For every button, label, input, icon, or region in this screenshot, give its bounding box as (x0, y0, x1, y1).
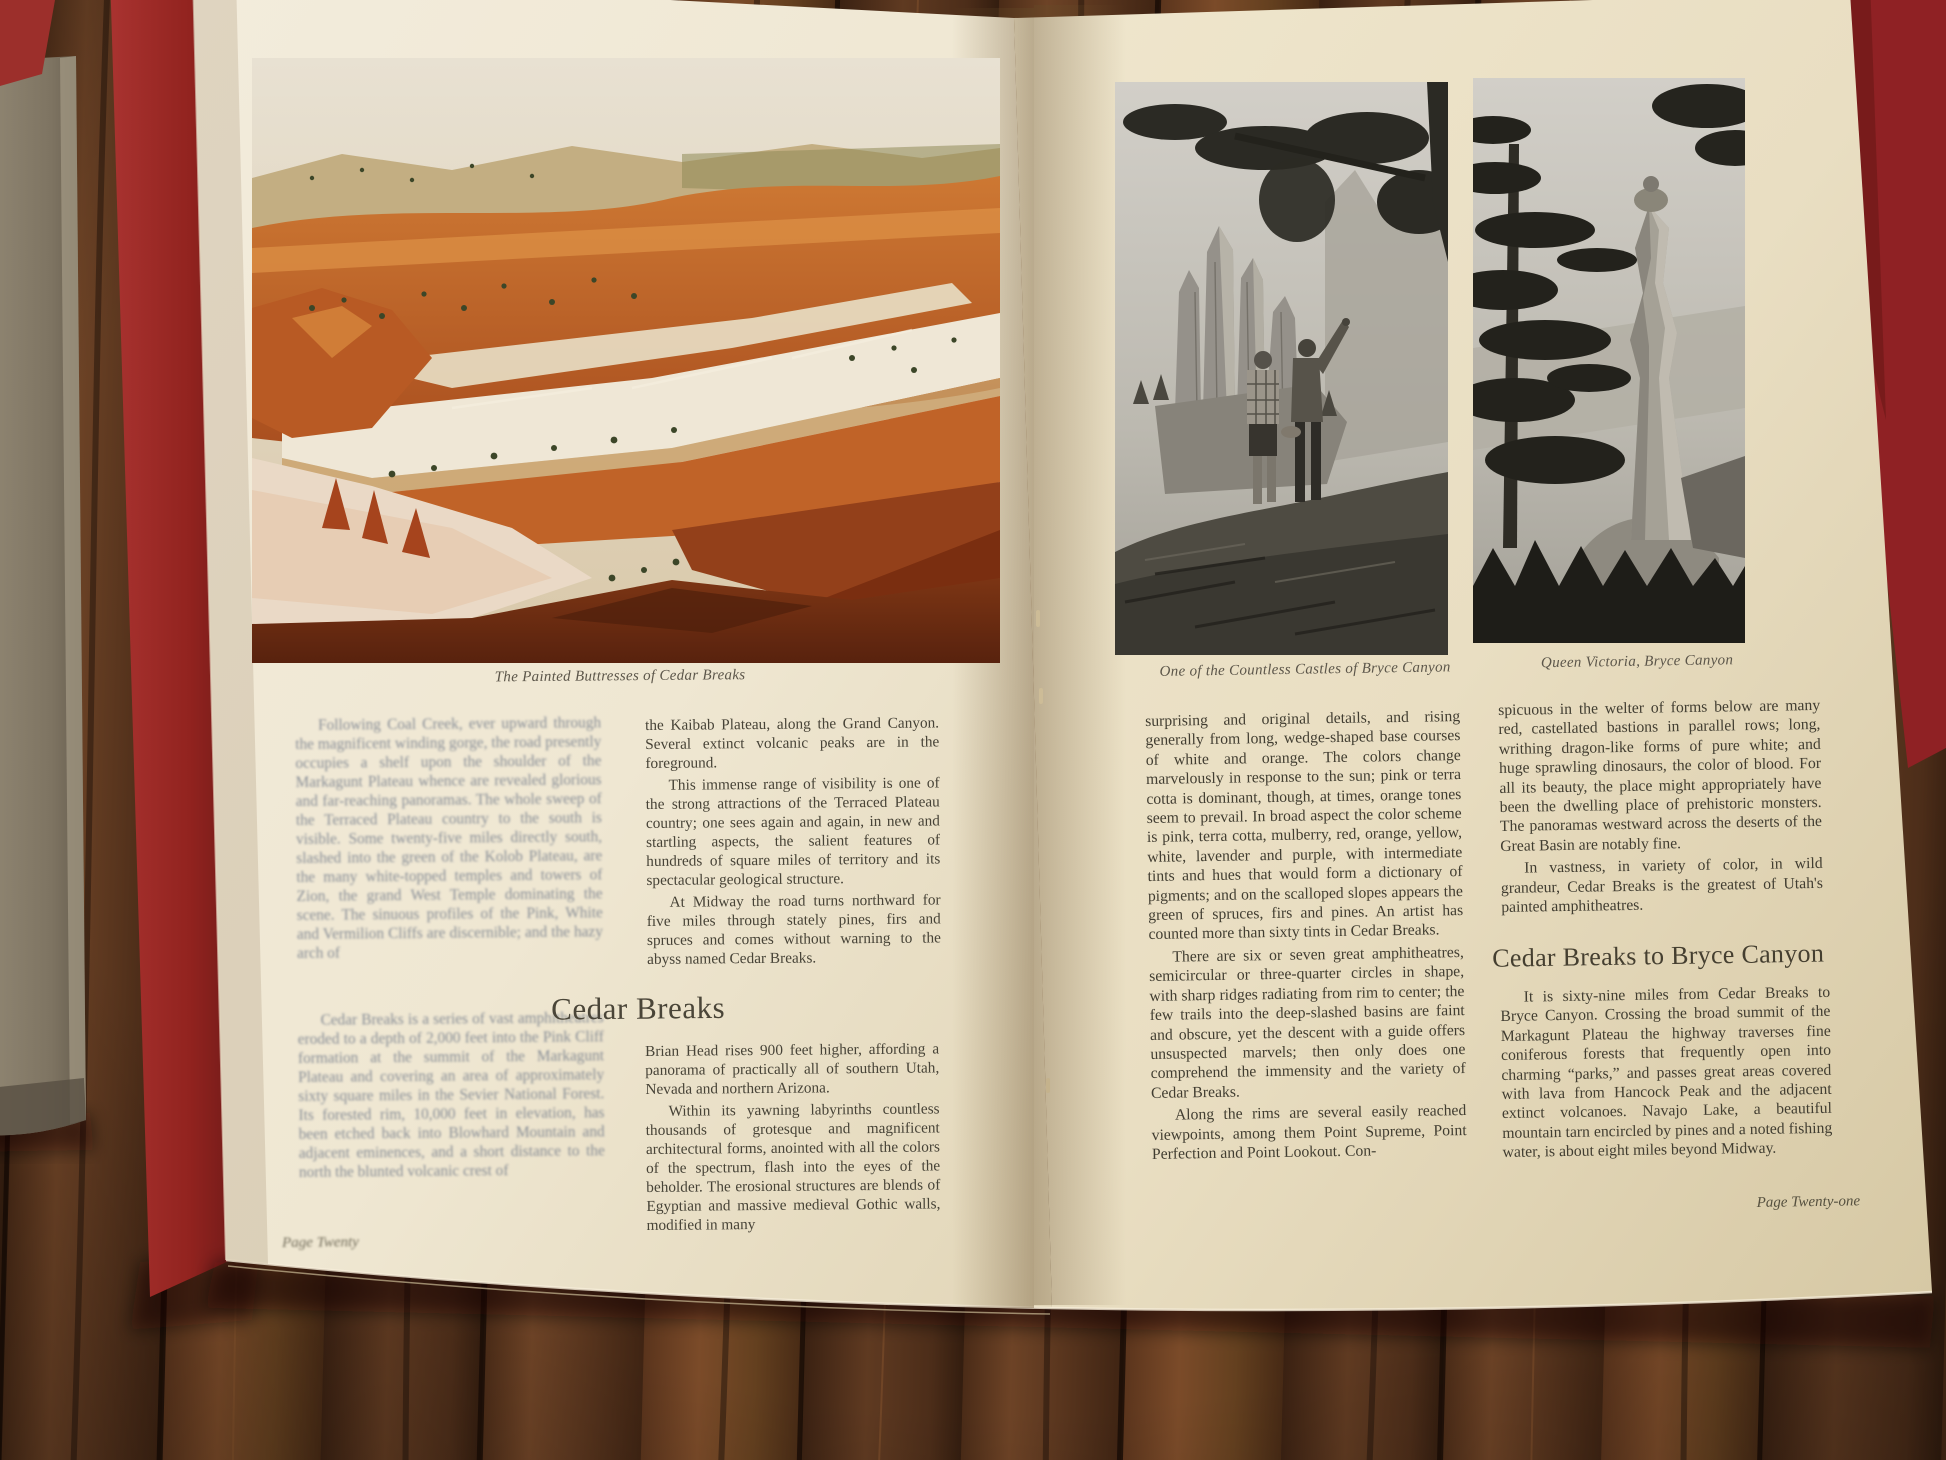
section-heading-cedar-breaks-to-bryce: Cedar Breaks to Bryce Canyon (1492, 938, 1825, 973)
paragraph: It is sixty-nine miles from Cedar Breaks to Bryce Canyon. Crossing the broad summit of the Markagunt Plateau the highway traverses fine coniferous forests that frequently open into charming “parks,” and passes great areas covered with lava from Hancock Peak and the adjacent extinct volcanoes. Navajo Lake, a beautiful mountain tarn encircled by pines and a noted fishing water, is about eight miles beyond Midway. (1500, 983, 1833, 1162)
left-page-column-1 (295, 713, 605, 1182)
paragraph: At Midway the road turns northward for five miles through stately pines, firs and spruces and comes without warning to the abyss named Cedar Breaks. (646, 891, 942, 968)
paragraph: surprising and original details, and rising generally from long, wedge-shaped base courses of white and orange. The colors change marvelously in response to the sun; pink or terra cotta is dominant, though, at times, orange tones seem to prevail. In broad aspect the color scheme is pink, terra cotta, mulberry, red, orange, yellow, white, lavender and purple, with intermediate tints and hues that would form a dictionary of pigments; and on the scalloped slopes appears the green of spruces, firs and pines. An artist has counted more than sixty tints in Cedar Breaks. (1145, 708, 1464, 944)
left-page-column-2-lower (645, 1039, 941, 1235)
photo-countless-castles (1115, 82, 1461, 655)
left-page-number: Page Twenty (282, 1234, 359, 1251)
paragraph: spicuous in the welter of forms below are many red, castellated bastions in parallel rows; long, writhing dragon-like forms of pure white; and huge sprawling dinosaurs, the color of blood. For all its beauty, the place might appropriately have been the dwelling place of prehistoric monsters. The panoramas westward across the deserts of the Great Basin are notably fine. (1498, 696, 1823, 855)
paragraph: the Kaibab Plateau, along the Grand Canyon. Several extinct volcanic peaks are in the foreground. (645, 714, 940, 772)
right-page-column-2-upper (1498, 696, 1823, 917)
paragraph: Along the rims are several easily reached viewpoints, among them Point Supreme, Point Perfection and Point Lookout. Con- (1151, 1102, 1467, 1163)
right-page-column-2-lower (1500, 983, 1833, 1163)
photo1-caption: One of the Countless Castles of Bryce Canyon (1159, 659, 1451, 680)
paragraph: In vastness, in variety of color, in wild grandeur, Cedar Breaks is the greatest of Utah's painted amphitheatres. (1500, 855, 1824, 917)
paragraph: Within its yawning labyrinths countless thousands of grotesque and magnificent architectural forms, anointed with all the colors of the spectrum, flash into the eyes of the beholder. The erosional structures are blends of Egyptian and massive medieval Gothic walls, modified in many (645, 1100, 941, 1234)
painting-cedar-breaks-buttresses (252, 58, 1000, 663)
paragraph: Brian Head rises 900 feet higher, affording a panorama of practically all of southern Utah, Nevada and northern Arizona. (645, 1040, 940, 1098)
section-heading-cedar-breaks: Cedar Breaks (551, 989, 726, 1027)
photo-queen-victoria (1448, 78, 1775, 643)
right-page-number: Page Twenty-one (1756, 1193, 1861, 1211)
photo2-caption: Queen Victoria, Bryce Canyon (1540, 652, 1734, 672)
paragraph: This immense range of visibility is one of the strong attractions of the Terraced Plateau country; one sees again and again, in new and startling aspects, the salient features of hundreds of square miles of territory and its spectacular geological structure. (645, 774, 941, 889)
right-page-column-1 (1145, 707, 1467, 1164)
painting-caption: The Painted Buttresses of Cedar Breaks (494, 667, 746, 686)
left-page-column-2-upper (645, 713, 941, 969)
paragraph: Following Coal Creek, ever upward through the magnificent winding gorge, the road presently occupies a shelf upon the shoulder of the Markagunt Plateau whence are revealed glorious and far-reaching panoramas. The whole sweep of the Terraced Plateau country to the south is visible. Some twenty-five miles directly south, slashed into the green of the Kolob Plateau, are the many white-topped temples and towers of Zion, the grand West Temple dominating the scene. The sinuous profiles of the Pink, White and Vermilion Cliffs are discernible; and the hazy arch of (295, 714, 603, 962)
paragraph: Cedar Breaks is a series of vast amphitheatres eroded to a depth of 2,000 feet into the Pink Cliff formation at the summit of the Markagunt Plateau and covering an area of approximately sixty square miles in the Sevier National Forest. Its forested rim, 10,000 feet in elevation, has been etched back into Blowhard Mountain and adjacent eminences, and a short distance to the north the blunted volcanic crest of (297, 1009, 605, 1181)
paragraph: There are six or seven great amphitheatres, semicircular or three-quarter circles in shape, with sharp ridges radiating from rim to center; the few trails into the deep-slashed basins are faint and obscure, yet the descent with a guide offers unsuspected marvels; then only does one comprehend the immensity and the variety of Cedar Breaks. (1149, 943, 1466, 1102)
